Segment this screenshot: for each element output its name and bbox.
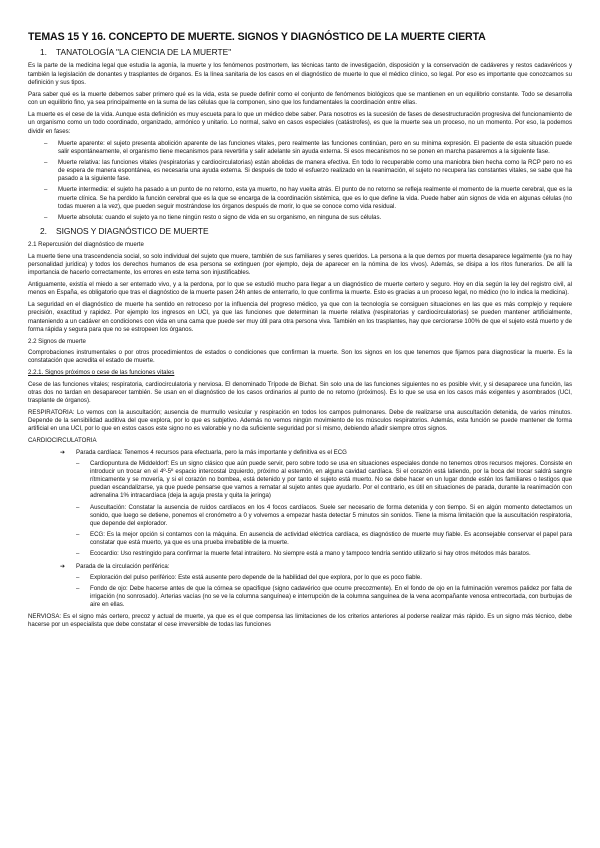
paragraph: Antiguamente, existía el miedo a ser enterrado vivo, y a la perdona, por lo que se estudió mucho para llegar a un diagnóstico de muerte certero y seguro. Hoy en día según la ley del registro civil, al menos en España, es obligatorio que tras el diagnóstico de la muerte pasen 24h antes de enterrarlo, lo que confirma la muerte. Esto es gracias a un proceso legal, no médico (no lo indica la medicina). (28, 280, 572, 297)
list-item: – Cardiopuntura de Middeldorf: Es un signo clásico que aún puede servir, pero sobre todo se usa en situaciones especiales donde no tenemos otros recursos mejores. Consiste en introducir un trocar en el 4º-5º espacio intercostal izquierdo, próximo al esternón, en alguna cavidad cardíaca. Si el corazón está latiendo, por la boca del trocar saldrá sangre rítmicamente y se movería, y si el corazón no bombea, está detenido y por tanto el sujeto está muerto. No se debe hacer en un lugar donde estén los familiares o testigos que puedan escandalizarse, ya que puede pensarse que vamos a rematar al sujeto antes que ayudarlo. Por el contrario, es útil en situaciones de parada, durante la reanimación con adrenalina 1% intracardíaca (deja la aguja presta y quita la jeringa) (90, 460, 572, 501)
section-2-heading (40, 226, 572, 237)
cardio-list (28, 460, 572, 559)
paragraph: Comprobaciones instrumentales o por otros procedimientos de estados o condiciones que confirman la muerte. Son los signos en los que tenemos que fijarnos para diagnosticar la muerte. Es la constatación que acredita el estado de muerte. (28, 349, 572, 365)
peripheral-list (28, 574, 572, 610)
list-item: – Muerte absoluta: cuando el sujeto ya no tiene ningún resto o signo de vida en su organismo, en ninguna de sus células. (58, 214, 572, 222)
list-item: – ECG: Es la mejor opción si contamos con la máquina. En ausencia de actividad eléctrica cardíaca, es diagnóstico de muerte muy fiable. Es aconsejable conservar el papel para constatar que está muerto, ya que es una prueba irrebatible de la muerte. (90, 531, 572, 547)
paragraph: Para saber qué es la muerte debemos saber primero qué es la vida, esta se puede definir como el conjunto de fenómenos biológicos que se mantienen en un equilibrio constante. Todo se desarrolla con un equilibrio fino, ya sea principalmente en la suma de las células que la componen, sino que los fundamentales la coordinación entre ellas. (28, 90, 572, 107)
arrow-item: ➔ Parada de la circulación periférica: (28, 563, 572, 571)
list-item: – Ecocardio: Uso restringido para confirmar la muerte fetal intraútero. No siempre está a mano y tampoco tendría sentido utilizarlo si hay otros métodos más baratos. (90, 550, 572, 558)
list-item: – Muerte aparente: el sujeto presenta abolición aparente de las funciones vitales, pero realmente las funciones continúan, pero en su mínima expresión. El paciente de esta situación puede salir espontáneamente, el organismo tiene mecanismos para revertirla y salir adelante sin ayuda externa. Si esos mecanismos no se ponen en marcha pasaremos a la siguiente fase. (58, 140, 572, 156)
paragraph: RESPIRATORIA: Lo vemos con la auscultación; ausencia de murmullo vesicular y respiración en todos los campos pulmonares. Debe de realizarse una auscultación detenida, de varios minutos. Depende de la sensibilidad auditiva del que explora, por lo que es subjetivo. Además no vemos ningún movimiento de los músculos respiratorios. Además, esta función se puede mantener de forma artificial en una UCI, por lo que en estos casos este signo no es valorable y no da suficiente seguridad por sí mismo, debiendo añadir siempre otros signos. (28, 409, 572, 433)
death-phases-list (28, 140, 572, 222)
paragraph: Es la parte de la medicina legal que estudia la agonía, la muerte y los fenómenos postmortem, las técnicas tanto de investigación, disposición y la conservación de cadáveres y restos cadavéricos y también la legislación de donantes y trasplantes de órganos. Es la línea sanitaria de los casos en el diagnóstico de muerte lo que el médico clínico, so legal. Por eso es importante que conozcamos su definición y sus tipos. (28, 62, 572, 86)
section-1-title: TANATOLOGÍA "LA CIENCIA DE LA MUERTE" (56, 47, 232, 58)
list-item: – Exploración del pulso periférico: Este está ausente pero depende de la habilidad del que explora, por lo que es poco fiable. (90, 574, 572, 582)
section-2-title: SIGNOS Y DIAGNÓSTICO DE MUERTE (56, 226, 209, 237)
list-item: – Muerte intermedia: el sujeto ha pasado a un punto de no retorno, esta ya muerto, no hay vuelta atrás. El punto de no retorno se refleja realmente el momento de la muerte cerebral, que es la muerte clínica. Se ha perdido la función cerebral que es la que se encarga de la coordinación sistémica, que es lo que define la vida. Puede haber aún signos de vida en algunas células (no todas mueren a la vez), que pueden seguir mostrándose los órganos después de morir, lo que se conoce como vida residual. (58, 186, 572, 210)
paragraph: NERVIOSA: Es el signo más certero, precoz y actual de muerte, ya que es el que compensa las limitaciones de los criterios anteriores al poderse realizar más rápido. Es un signo más técnico, debe hacerse por un especialista que debe constatar el cese irreversible de todas las funciones (28, 613, 572, 629)
subsection-heading: 2.2 Signos de muerte (28, 337, 86, 345)
paragraph: La muerte es el cese de la vida. Aunque esta definición es muy escueta para lo que un médico debe saber. Para nosotros es la sucesión de fases de desestructuración progresiva del funcionamiento de un organismo como un todo coordinado, organizado, armónico y unitario. Lo normal, salvo en casos especiales (catástrofes), es que la muerte sea un proceso, no un momento. Por eso, la podemos dividir en fases: (28, 111, 572, 135)
document-title: TEMAS 15 Y 16. CONCEPTO DE MUERTE. SIGNOS Y DIAGNÓSTICO DE LA MUERTE CIERTA (28, 31, 486, 43)
subsection-heading-underlined: 2.2.1. Signos próximos o cese de las funciones vitales (28, 369, 175, 377)
section-2-number: 2. (40, 226, 47, 237)
paragraph: La muerte tiene una trascendencia social, so solo individual del sujeto que muere, también de sus familiares y seres queridos. La persona a la que demos por muerta desaparece legalmente (ya no hay personalidad jurídica) y todos los derechos humanos de esa persona se extinguen (por ejemplo, deja de aparecer en la nómina de los vivos). Además, se disipa a los ritos funerarios. De allí la importancia de hacerlo correctamente, los errores en este tema son injustificables. (28, 252, 572, 276)
arrow-item: ➔ Parada cardíaca: Tenemos 4 recursos para efectuarla, pero la más importante y definitiva es el ECG (28, 449, 572, 457)
list-item: – Muerte relativa: las funciones vitales (respiratorias y cardiocirculatorias) están abolidas de manera efectiva. En todo lo recuperable como una maniobra bien hecha como la RCP pero no es de espera de manera espontánea, es necesaria una ayuda externa. Si después de todo el esfuerzo realizado en la reanimación, el sujeto no recupera las constantes vitales, se sabe que ha pasado a la siguiente fase. (58, 159, 572, 183)
subsection-heading: 2.1 Repercusión del diagnóstico de muerte (28, 241, 144, 249)
section-1-number: 1. (40, 47, 47, 58)
list-item: – Auscultación: Constatar la ausencia de ruidos cardíacos en los 4 focos cardíacos. Suele ser necesario de forma detenida y con tiempo. Si en algún momento detectamos un sonido, que luego se detiene, ponemos el cronómetro a 0 y volvemos a empezar hasta detectar 5 minutos sin sonidos. Tiene la misma limitación que la auscultación respiratoria, que depende del explorador. (90, 504, 572, 528)
paragraph: La seguridad en el diagnóstico de muerte ha sentido en retroceso por la influencia del progreso médico, ya que con la tecnología se consiguen situaciones en las que es más complejo y requiere precisión, exactitud y rapidez. Por ejemplo los ingresos en UCI, ya que las funciones que determinan la muerte relativa (respiratorias y cardiocirculatorias) se pueden mantener artificialmente, manteniendo a un cadáver en condiciones con vida en una cama que puede ser muy útil para otra persona viva. También en los trasplantes, hay que cerciorarse 100% de que el sujeto está muerto y de forma rápida y segura para que no se estropeen los órganos. (28, 301, 572, 333)
paragraph: Cese de las funciones vitales; respiratoria, cardiocirculatoria y nerviosa. El denominado Trípode de Bichat. Sin solo una de las funciones siguientes no es posible vivir, y si desaparece una función, las otras dos no tardan en desaparecer también. Se usan en el diagnóstico de los casos ordinarios al punto de no retorno (próximos). Es lo que se usa en los casos más exigentes y asombrados (UCI, trasplante de órganos). (28, 380, 572, 404)
section-1-heading (40, 47, 572, 58)
list-item: – Fondo de ojo: Debe hacerse antes de que la córnea se opacifique (signo cadavérico que ocurre precozmente). En el fondo de ojo en la fulminación veremos palidez por falta de irrigación (no sonrosado). Arterias vacías (no se ve la columna sanguínea) e interrupción de la columna sanguínea de la vena acompañante venosa entrecortada, con burbujas de aire en ellas. (90, 585, 572, 609)
cardio-heading: CARDIOCIRCULATORIA (28, 437, 97, 445)
